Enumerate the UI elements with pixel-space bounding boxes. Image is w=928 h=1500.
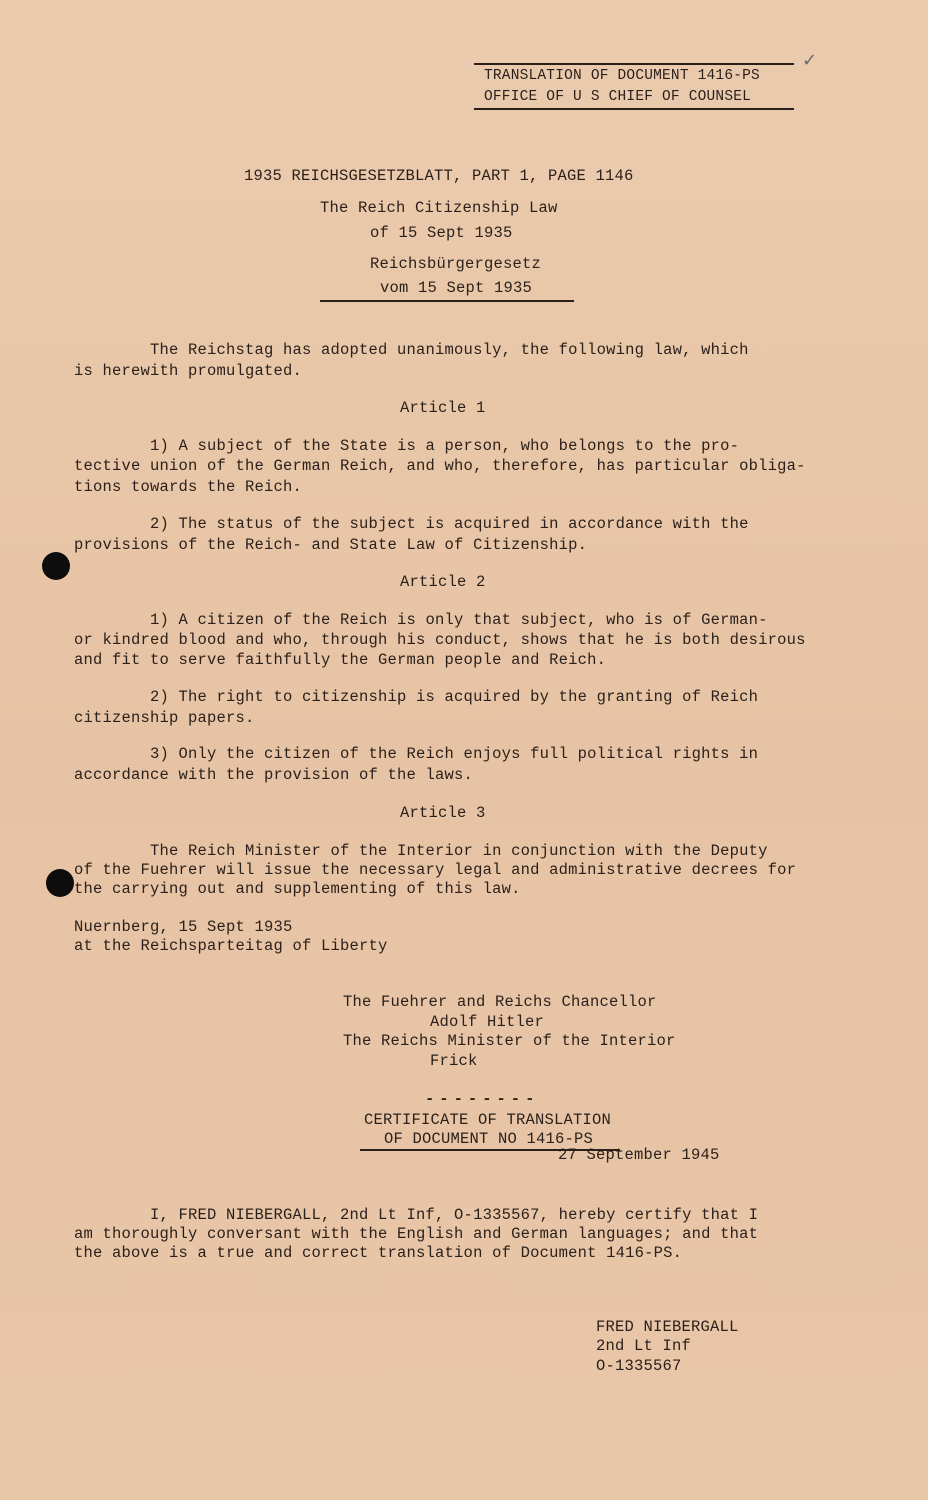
article-2-p1-line-3: and fit to serve faithfully the German people and Reich. <box>74 651 607 669</box>
signature-fuehrer-name: Adolf Hitler <box>430 1013 545 1031</box>
article-2-p2-line-2: citizenship papers. <box>74 709 255 727</box>
certificate-body-line-2: am thoroughly conversant with the English and German languages; and that <box>74 1225 759 1243</box>
article-3-heading: Article 3 <box>400 804 486 822</box>
law-english-date: of 15 Sept 1935 <box>370 224 513 242</box>
article-2-heading: Article 2 <box>400 573 486 591</box>
signer-name: FRED NIEBERGALL <box>596 1318 739 1336</box>
certificate-title-line-1: CERTIFICATE OF TRANSLATION <box>364 1111 612 1129</box>
article-1-p1-line-2: tective union of the German Reich, and who, therefore, has particular obliga- <box>74 457 806 475</box>
preamble-line-1: The Reichstag has adopted unanimously, the following law, which <box>74 341 749 359</box>
section-separator: -------- <box>425 1090 540 1108</box>
article-1-p2-line-2: provisions of the Reich- and State Law of Citizenship. <box>74 536 588 554</box>
certificate-body-line-1: I, FRED NIEBERGALL, 2nd Lt Inf, O-1335567, hereby certify that I <box>74 1206 759 1224</box>
signature-fuehrer-title: The Fuehrer and Reichs Chancellor <box>343 993 657 1011</box>
signer-rank: 2nd Lt Inf <box>596 1337 692 1355</box>
article-2-p3-line-1: 3) Only the citizen of the Reich enjoys full political rights in <box>74 745 759 763</box>
article-1-p1-line-3: tions towards the Reich. <box>74 478 303 496</box>
title-underline <box>320 300 574 302</box>
punch-hole-top <box>42 552 70 580</box>
article-2-p1-line-1: 1) A citizen of the Reich is only that subject, who is of German- <box>74 611 768 629</box>
article-2-p1-line-2: or kindred blood and who, through his conduct, shows that he is both desirous <box>74 631 806 649</box>
place-date-line-2: at the Reichsparteitag of Liberty <box>74 937 388 955</box>
header-line-2: OFFICE OF U S CHIEF OF COUNSEL <box>484 89 752 105</box>
article-3-p1-line-3: the carrying out and supplementing of this law. <box>74 880 521 898</box>
header-top-rule <box>474 63 794 65</box>
article-2-p2-line-1: 2) The right to citizenship is acquired by the granting of Reich <box>74 688 759 706</box>
header-line-1: TRANSLATION OF DOCUMENT 1416-PS <box>484 68 760 84</box>
certificate-body-line-3: the above is a true and correct translation of Document 1416-PS. <box>74 1244 683 1262</box>
article-1-heading: Article 1 <box>400 399 486 417</box>
signature-minister-name: Frick <box>430 1052 478 1070</box>
law-german-date: vom 15 Sept 1935 <box>380 279 533 297</box>
check-mark-icon: ✓ <box>802 50 818 71</box>
article-1-p1-line-1: 1) A subject of the State is a person, who belongs to the pro- <box>74 437 740 455</box>
certificate-date: 27 September 1945 <box>558 1146 720 1164</box>
certificate-title-line-2: OF DOCUMENT NO 1416-PS <box>384 1130 594 1148</box>
article-1-p2-line-1: 2) The status of the subject is acquired in accordance with the <box>74 515 749 533</box>
law-german-name: Reichsbürgergesetz <box>370 255 542 273</box>
place-date-line-1: Nuernberg, 15 Sept 1935 <box>74 918 293 936</box>
article-3-p1-line-1: The Reich Minister of the Interior in conjunction with the Deputy <box>74 842 768 860</box>
signer-serial: O-1335567 <box>596 1357 682 1375</box>
article-3-p1-line-2: of the Fuehrer will issue the necessary legal and administrative decrees for <box>74 861 797 879</box>
article-2-p3-line-2: accordance with the provision of the laws. <box>74 766 474 784</box>
preamble-line-2: is herewith promulgated. <box>74 362 303 380</box>
punch-hole-bottom <box>46 869 74 897</box>
signature-minister-title: The Reichs Minister of the Interior <box>343 1032 676 1050</box>
source-reference: 1935 REICHSGESETZBLATT, PART 1, PAGE 1146 <box>244 167 634 185</box>
law-english-name: The Reich Citizenship Law <box>320 199 558 217</box>
header-bottom-rule <box>474 108 794 110</box>
